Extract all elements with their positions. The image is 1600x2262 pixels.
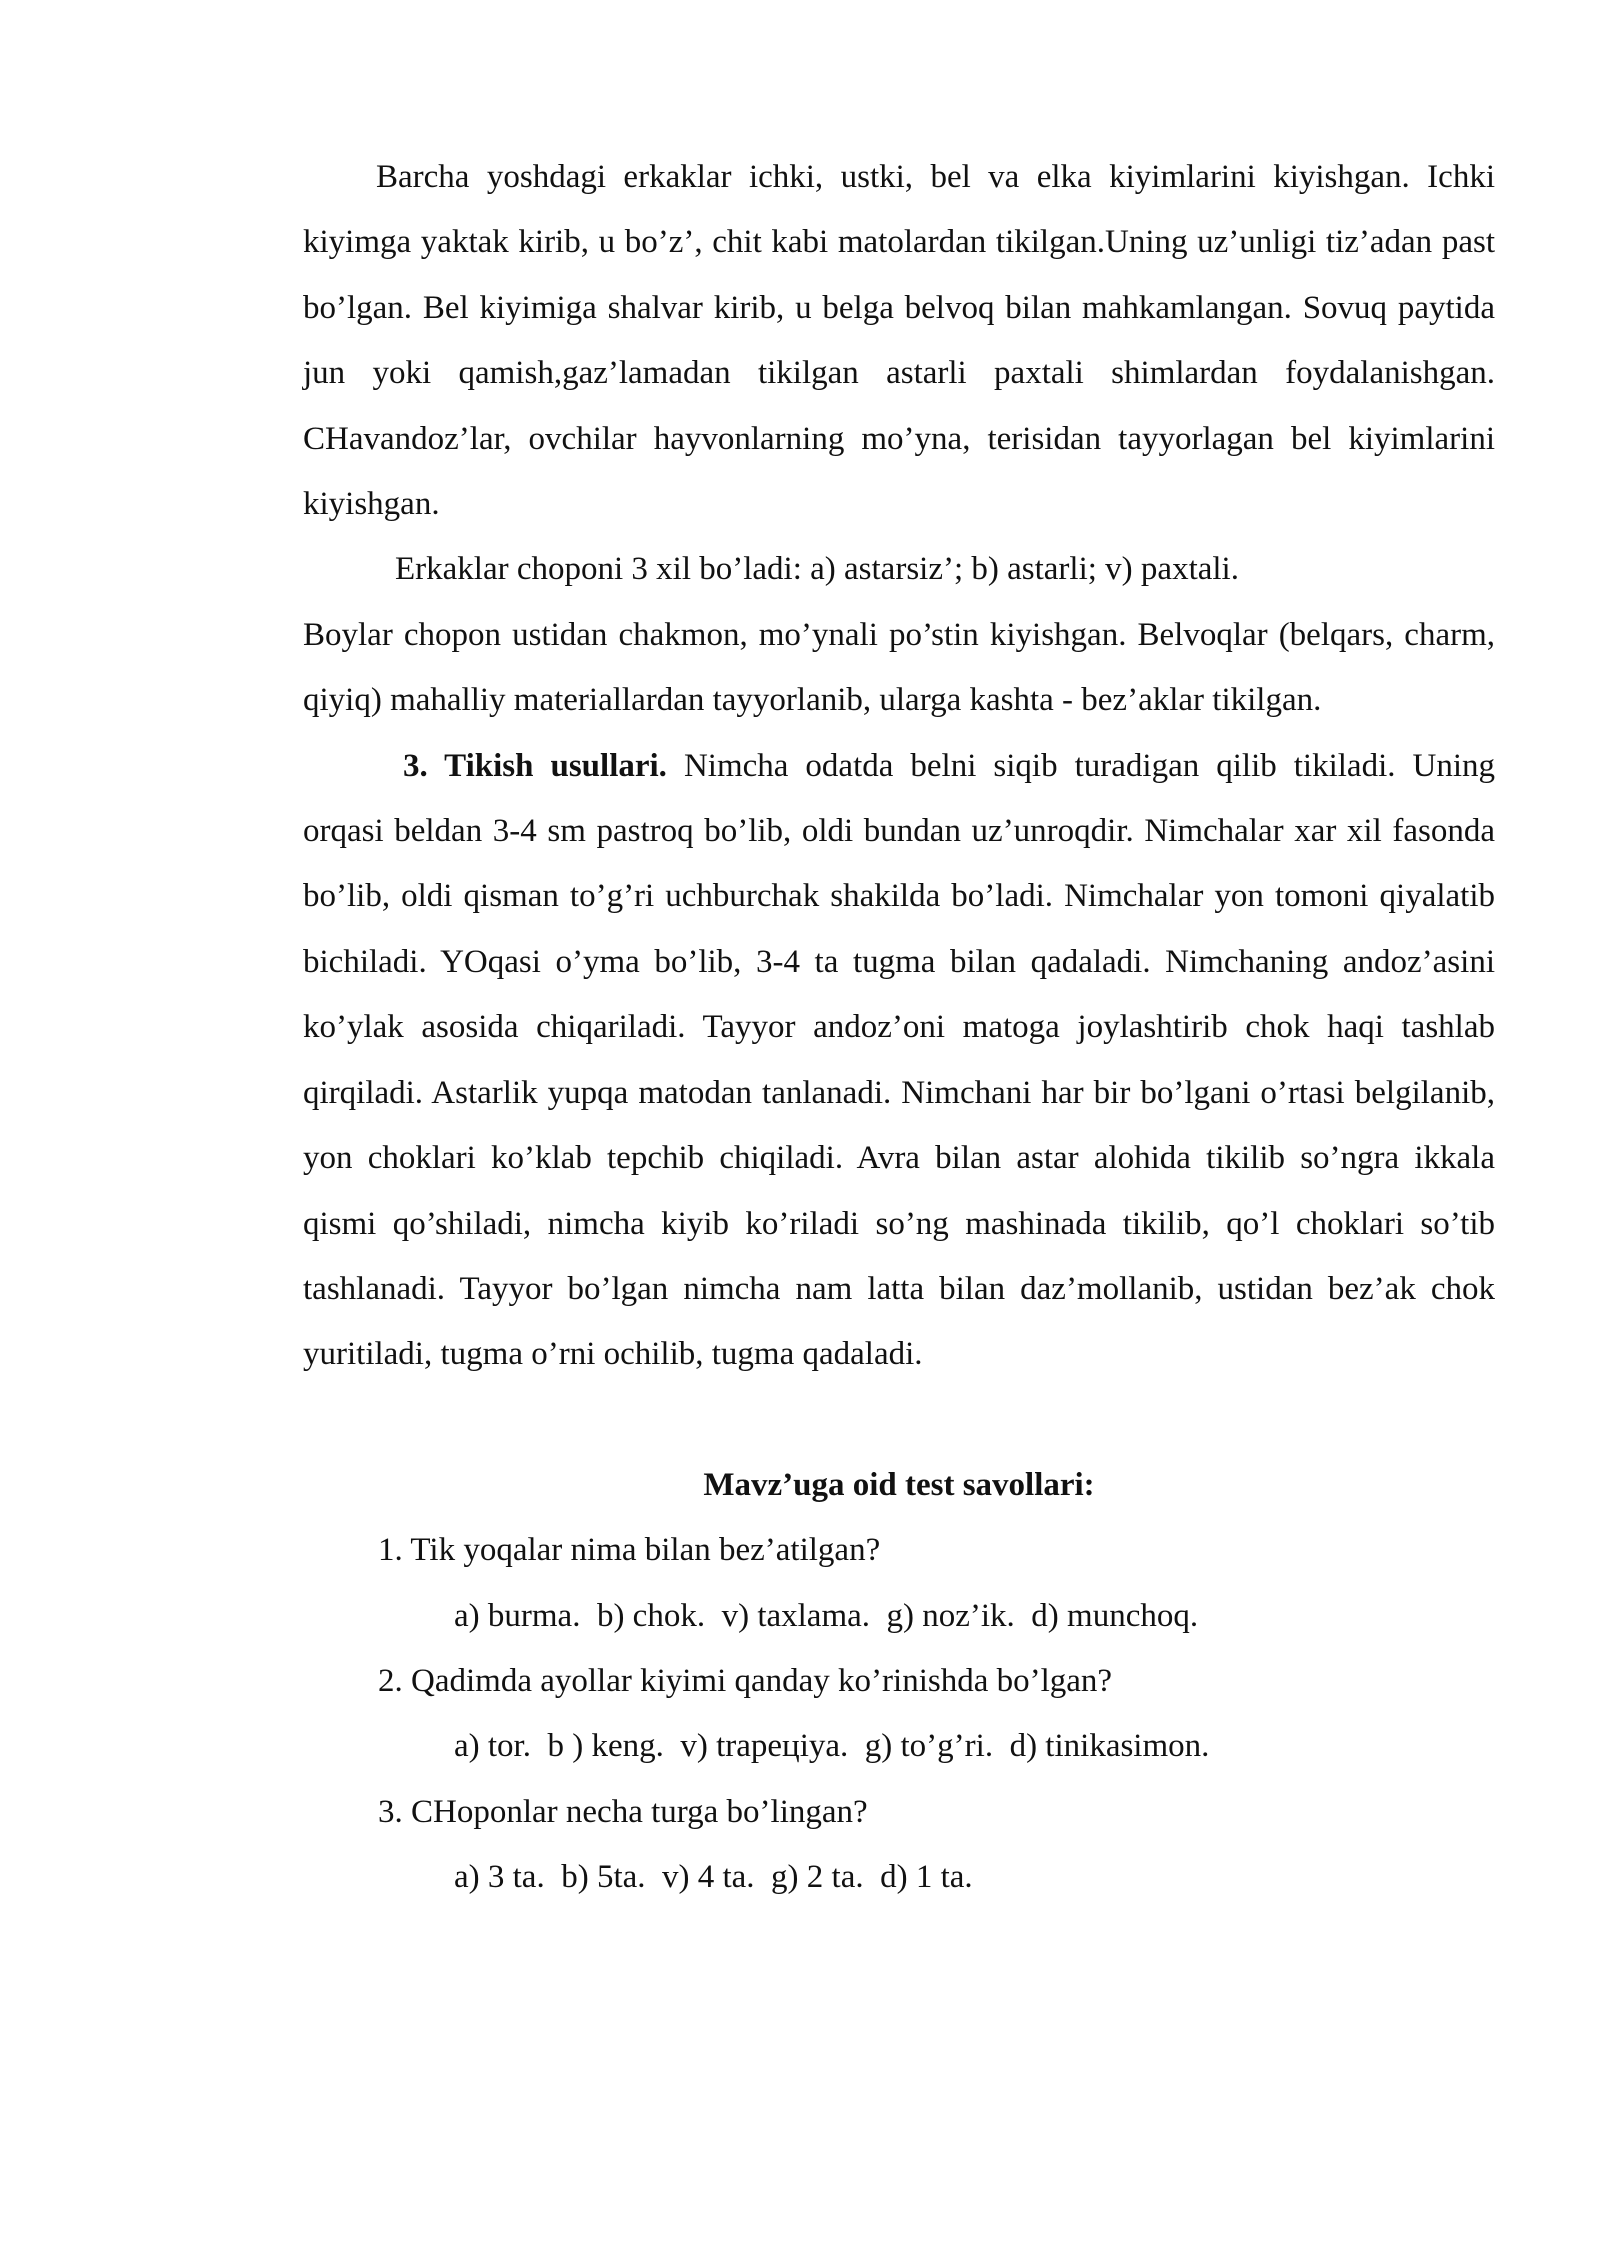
paragraph-chopon-types: Erkaklar choponi 3 xil bo’ladi: a) astarsiz’; b) astarli; v) paxtali. — [395, 551, 1239, 588]
question-options: a) 3 ta. b) 5ta. v) 4 ta. g) 2 ta. d) 1 ta. — [454, 1859, 973, 1896]
paragraph-mens-clothing: Barcha yoshdagi erkaklar ichki, ustki, bel va elka kiyimlarini kiyishgan. Ichki kiyimga yaktak kirib, u bo’z’, chit kabi matolardan tikilgan.Uning uz’unligi tiz’adan past bo’lgan. Bel kiyimiga shalvar kirib, u belga belvoq bilan mahkamlangan. Sovuq paytida jun yoki qamish,gaz’lamadan tikilgan astarli paxtali shimlardan foydalanishgan. CHavandoz’lar, ovchilar hayvonlarning mo’yna, terisidan tayyorlagan bel kiyimlarini kiyishgan. — [303, 159, 1495, 523]
test-heading: Mavz’uga oid test savollari: — [703, 1466, 1095, 1503]
question-text: 1. Tik yoqalar nima bilan bez’atilgan? — [378, 1532, 881, 1569]
paragraph-tikish-usullari — [303, 734, 1495, 1388]
test-question-2 — [303, 1649, 1495, 1780]
test-question-1 — [303, 1518, 1495, 1649]
section-title-tikish-usullari: 3. Tikish usullari. — [403, 747, 667, 784]
question-text: 2. Qadimda ayollar kiyimi qanday ko’rinishda bo’lgan? — [378, 1662, 1113, 1699]
spacer — [303, 1388, 1495, 1453]
question-options: a) burma. b) chok. v) taxlama. g) noz’ik. d) munchoq. — [454, 1597, 1199, 1634]
test-question-3 — [303, 1780, 1495, 1911]
paragraph-boylar-chopon: Boylar chopon ustidan chakmon, mo’ynali po’stin kiyishgan. Belvoqlar (belqars, charm, qiyiq) mahalliy materiallardan tayyorlanib, ularga kashta - bez’aklar tikilgan. — [303, 616, 1495, 719]
question-text: 3. CHoponlar necha turga bo’lingan? — [378, 1793, 868, 1830]
paragraph-tikish-body: Nimcha odatda belni siqib turadigan qilib tikiladi. Uning orqasi beldan 3-4 sm pastroq bo’lib, oldi bundan uz’unroqdir. Nimchalar xar xil fasonda bo’lib, oldi qisman to’g’ri uchburchak shakilda bo’ladi. Nimchalar yon tomoni qiyalatib bichiladi. YOqasi o’yma bo’lib, 3-4 ta tugma bilan qadaladi. Nimchaning andoz’asini ko’ylak asosida chiqariladi. Tayyor andoz’oni matoga joylashtirib chok haqi tashlab qirqiladi. Astarlik yupqa matodan tanlanadi. Nimchani har bir bo’lgani o’rtasi belgilanib, yon choklari ko’klab tepchib chiqiladi. Avra bilan astar alohida tikilib so’ngra ikkala qismi qo’shiladi, nimcha kiyib ko’riladi so’ng mashinada tikilib, qo’l choklari so’tib tashlanadi. Tayyor bo’lgan nimcha nam latta bilan daz’mollanib, ustidan bez’ak chok yuritiladi, tugma o’rni ochilib, tugma qadaladi. — [303, 747, 1496, 1373]
document-body — [303, 145, 1495, 1911]
question-options: a) tor. b ) keng. v) trapeцiya. g) to’g’ri. d) tinikasimon. — [454, 1728, 1210, 1765]
